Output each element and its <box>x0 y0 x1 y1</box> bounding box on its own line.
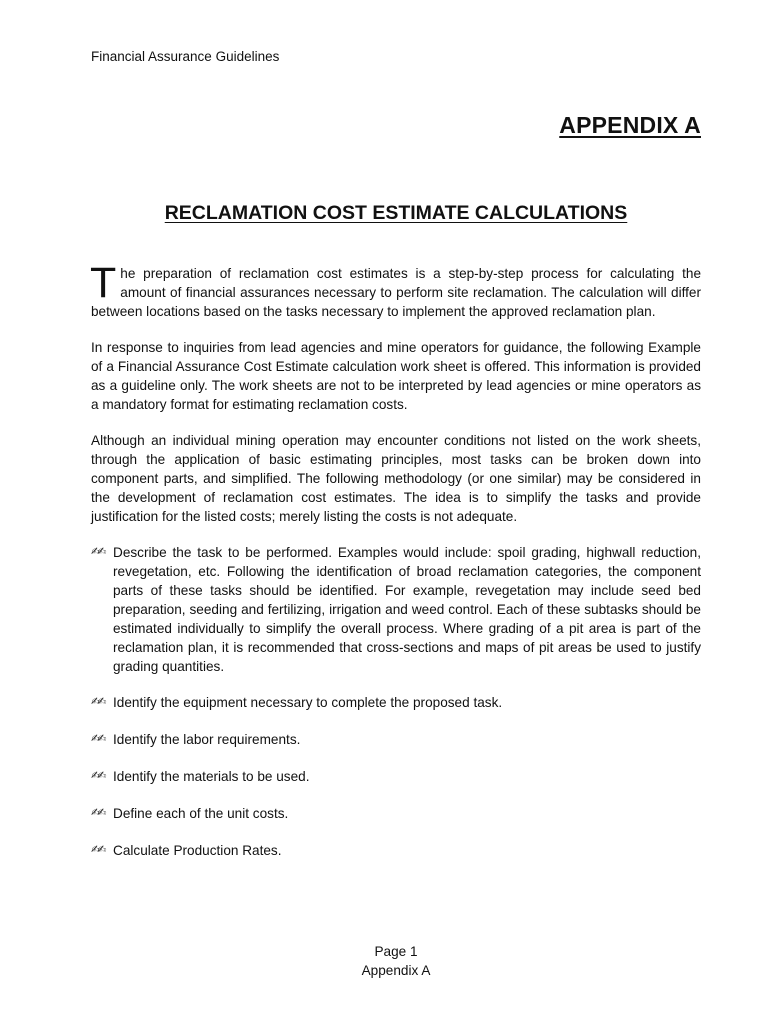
list-item-text: Identify the labor requirements. <box>113 732 301 747</box>
list-item-text: Define each of the unit costs. <box>113 806 289 821</box>
pen-bullet-icon: ✍✍ <box>91 733 104 745</box>
pen-bullet-icon: ✍✍ <box>91 546 104 558</box>
methodology-paragraph: Although an individual mining operation may encounter conditions not listed on the work sheets, through the application of basic estimating principles, most tasks can be broken down into component parts, and simplified. The following methodology (or one similar) may be considered in the development of reclamation cost estimates. The idea is to simplify the tasks and provide justification for the listed costs; merely listing the costs is not adequate. <box>91 433 701 524</box>
running-header: Financial Assurance Guidelines <box>91 49 280 64</box>
document-body <box>90 259 701 878</box>
pen-bullet-icon: ✍✍ <box>91 807 104 819</box>
page-number: Page 1 <box>374 944 418 959</box>
drop-cap: T <box>90 259 117 307</box>
list-item <box>91 767 701 786</box>
intro-paragraph-text: he preparation of reclamation cost estimates is a step-by-step process for calculating the amount of financial assurances necessary to perform site reclamation. The calculation will differ between locations based on the tasks necessary to implement the approved reclamation plan. <box>91 266 701 319</box>
pen-bullet-icon: ✍✍ <box>91 770 104 782</box>
list-item-text: Describe the task to be performed. Examples would include: spoil grading, highwall reduction, revegetation, etc. Following the identification of broad reclamation categories, the component parts of these tasks should be identified. For example, revegetation may include seed bed preparation, seeding and fertilizing, irrigation and weed control. Each of these subtasks should be estimated individually to simplify the overall process. Where grading of a pit area is part of the reclamation plan, it is recommended that cross-sections and maps of pit areas be used to justify grading quantities. <box>113 545 701 674</box>
list-item-text: Identify the materials to be used. <box>113 769 310 784</box>
list-item <box>91 804 701 823</box>
list-item <box>91 841 701 860</box>
appendix-title: APPENDIX A <box>559 112 701 138</box>
list-item-text: Calculate Production Rates. <box>113 843 282 858</box>
page-title: RECLAMATION COST ESTIMATE CALCULATIONS <box>164 202 628 224</box>
list-item <box>91 730 701 749</box>
intro-paragraph <box>90 259 701 321</box>
page-footer <box>0 942 768 980</box>
pen-bullet-icon: ✍✍ <box>91 696 104 708</box>
list-item <box>91 543 701 676</box>
list-item <box>91 693 701 712</box>
footer-section: Appendix A <box>361 963 431 978</box>
guidance-paragraph: In response to inquiries from lead agencies and mine operators for guidance, the following Example of a Financial Assurance Cost Estimate calculation work sheet is offered. This information is provided as a guideline only. The work sheets are not to be interpreted by lead agencies or mine operators as a mandatory format for estimating reclamation costs. <box>91 340 701 412</box>
pen-bullet-icon: ✍✍ <box>91 844 104 856</box>
list-item-text: Identify the equipment necessary to complete the proposed task. <box>113 695 503 710</box>
